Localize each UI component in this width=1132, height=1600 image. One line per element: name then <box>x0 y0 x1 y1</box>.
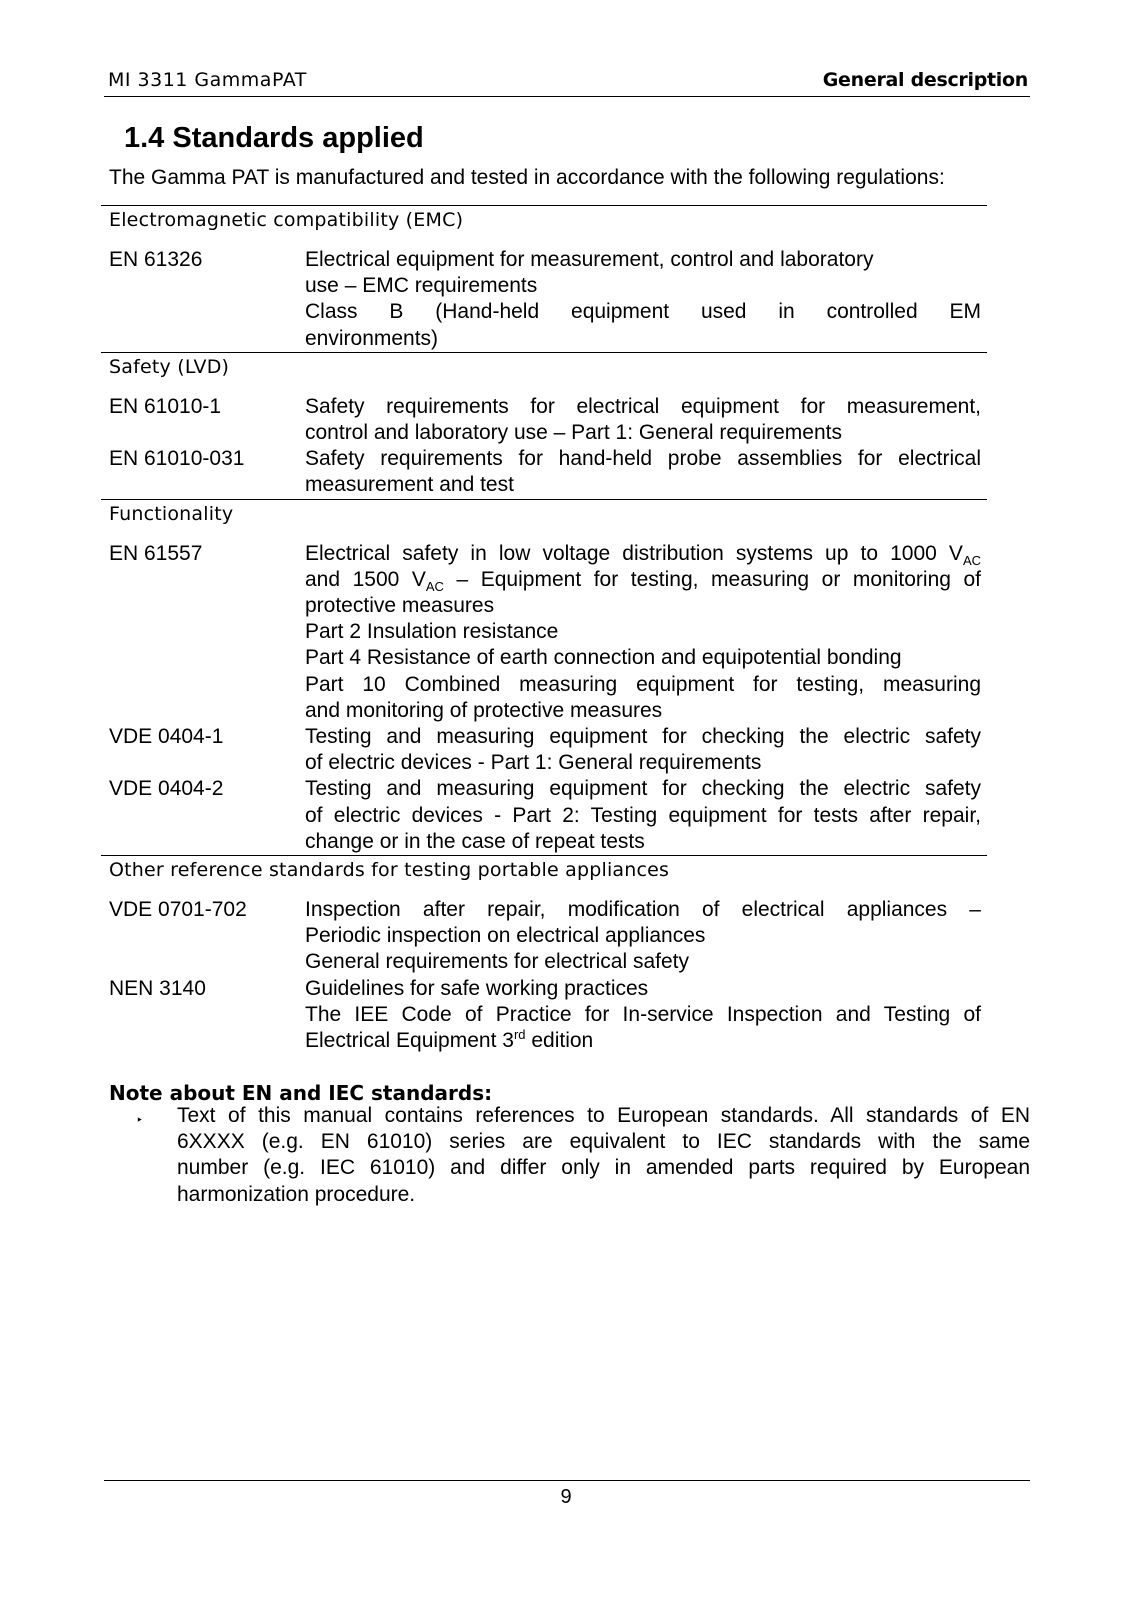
standards-group-other <box>101 855 987 1054</box>
standard-code: VDE 0404-1 <box>109 725 224 749</box>
standard-description: Testing and measuring equipment for checking the electric safety of electric devices - Part 2: Testing equipment for tests after repair, change or in the case of repeat tests <box>305 777 981 853</box>
page-number: 9 <box>560 1486 572 1508</box>
standards-group-functionality <box>101 499 987 855</box>
standard-row <box>101 446 987 498</box>
group-title: Safety (LVD) <box>109 355 230 378</box>
standard-row <box>101 247 987 352</box>
standard-row <box>101 394 987 446</box>
standard-code: EN 61557 <box>109 541 203 565</box>
standard-row <box>101 897 987 976</box>
note-heading: Note about EN and IEC standards: <box>109 1081 493 1105</box>
chapter-title: General description <box>822 69 1028 91</box>
standard-code: NEN 3140 <box>109 976 206 1000</box>
standard-description: Guidelines for safe working practices The IEE Code of Practice for In-service Inspection and Testing of Electrical Equipment 3rd edition <box>305 976 981 1053</box>
standard-code: EN 61010-1 <box>109 394 222 418</box>
section-heading: 1.4 Standards applied <box>124 122 424 154</box>
standard-row <box>101 724 987 776</box>
intro-paragraph: The Gamma PAT is manufactured and tested in accordance with the following regulations: <box>109 166 945 189</box>
standard-row <box>101 541 987 724</box>
bullet-icon: ‣ <box>136 1113 144 1127</box>
standard-row <box>101 776 987 855</box>
standard-code: EN 61010-031 <box>109 447 245 471</box>
standards-group-safety <box>101 352 987 499</box>
footer-divider <box>104 1480 1030 1481</box>
page-header <box>104 62 1030 97</box>
standard-code: VDE 0404-2 <box>109 777 224 801</box>
standards-table <box>101 205 987 1054</box>
standard-description: Safety requirements for hand-held probe assemblies for electrical measurement and test <box>305 447 981 497</box>
standard-description: Safety requirements for electrical equipment for measurement, control and laboratory use – Part 1: General requirements <box>305 394 981 445</box>
standard-row <box>101 976 987 1055</box>
group-title: Other reference standards for testing portable appliances <box>109 859 670 882</box>
standard-description: Testing and measuring equipment for checking the electric safety of electric devices - Part 1: General requirements <box>305 725 981 775</box>
standard-code: EN 61326 <box>109 248 203 271</box>
standard-description: Inspection after repair, modification of electrical appliances – Periodic inspection on electrical appliances General requirements for electrical safety <box>305 898 981 974</box>
note-paragraph: Text of this manual contains references to European standards. All standards of EN 6XXXX (e.g. EN 61010) series are equivalent to IEC standards with the same number (e.g. IEC 61010) and differ only in amended parts required by European harmonization procedure. <box>177 1104 1030 1206</box>
document-title: MI 3311 GammaPAT <box>108 69 307 91</box>
standard-description: Electrical safety in low voltage distribution systems up to 1000 $V_{AC}$ and 1500 $V_{AC}$ – Equipment for testing, measuring or monitoring of protective measures Part 2 Insulation resistance Part 4 Resistance of earth connection and equipotential bonding Part 10 Combined measuring equipment for testing, measuring and monitoring of protective measures <box>305 541 981 722</box>
group-title: Functionality <box>109 502 234 525</box>
standards-group-emc <box>101 205 987 352</box>
standard-description: Electrical equipment for measurement, control and laboratory use – EMC requirements Class B (Hand-held equipment used in controlled EM environments) <box>305 248 981 350</box>
group-title: Electromagnetic compatibility (EMC) <box>109 209 464 231</box>
standard-code: VDE 0701-702 <box>109 898 247 922</box>
